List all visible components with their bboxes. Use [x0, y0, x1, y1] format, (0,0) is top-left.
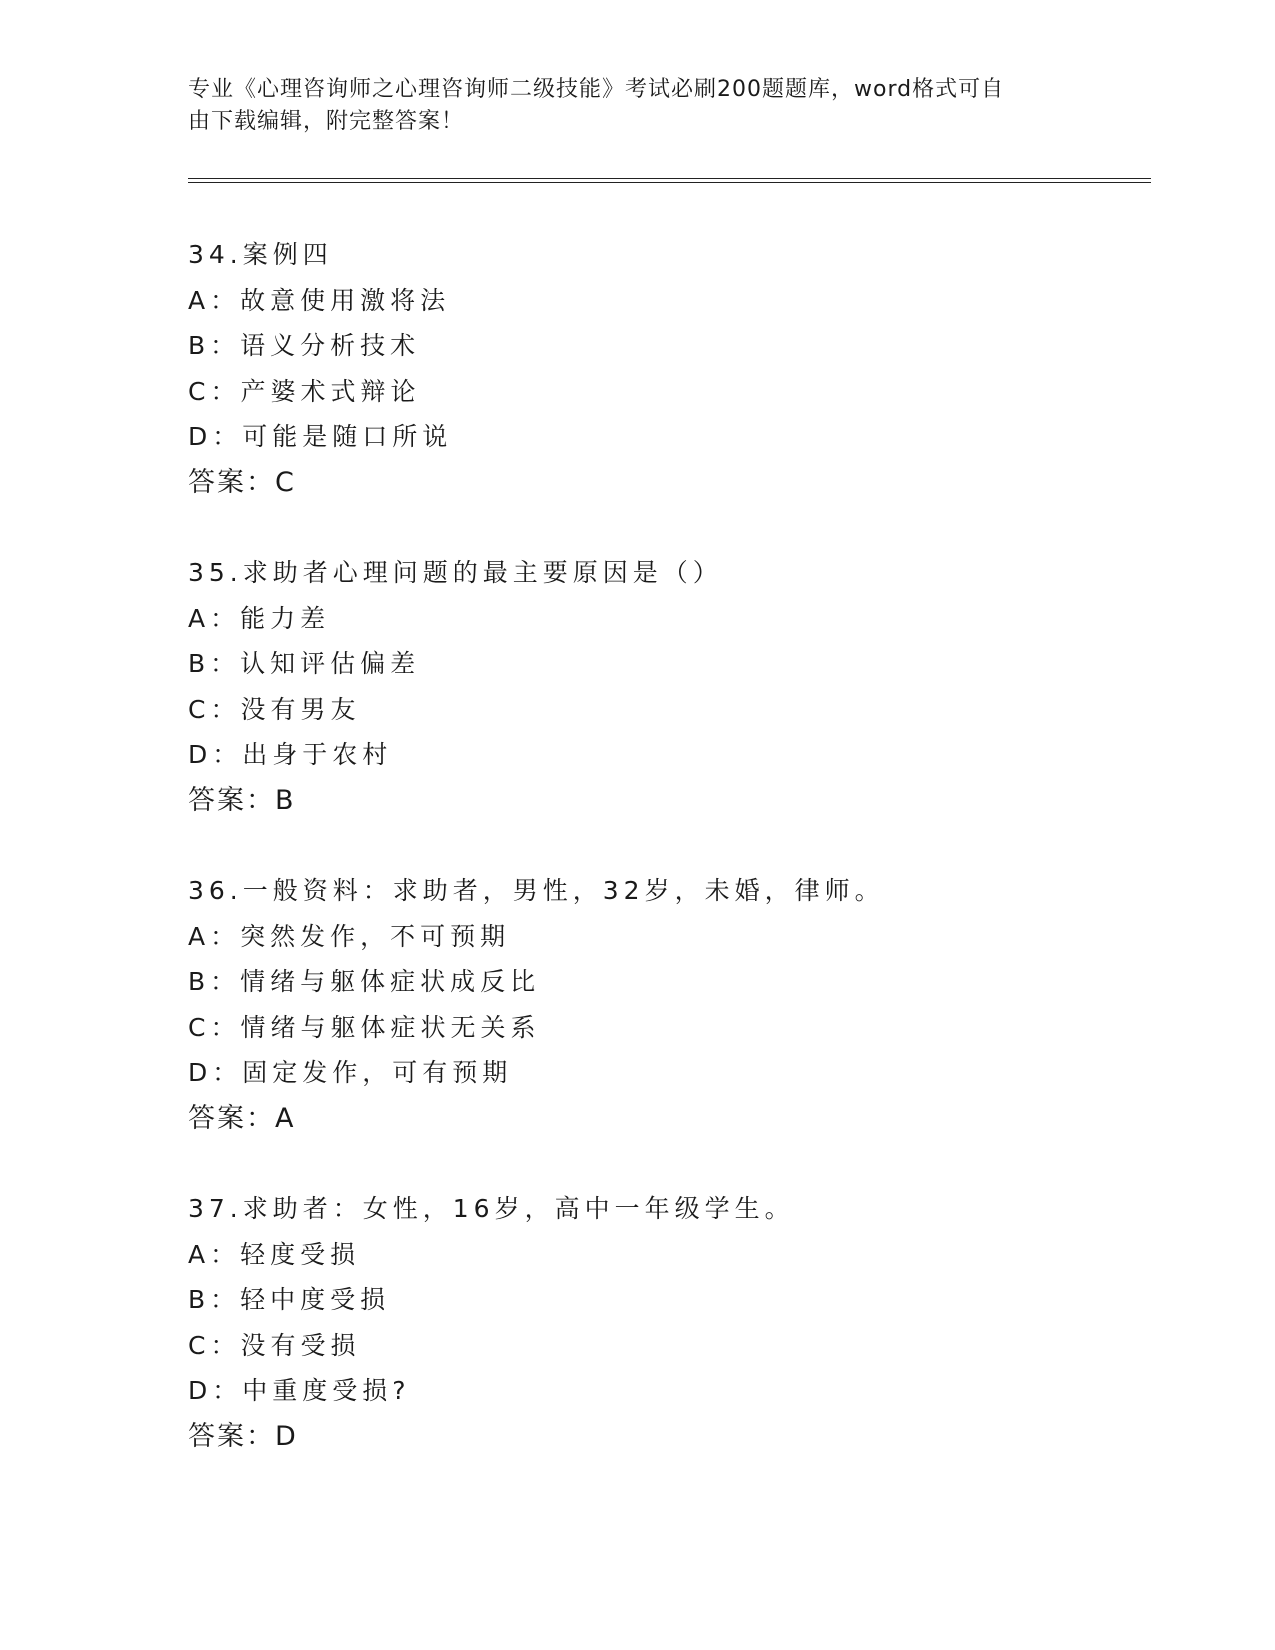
option-b: B：认知评估偏差 — [188, 649, 421, 678]
option-a: A：故意使用激将法 — [188, 285, 451, 315]
option-a: A：轻度受损 — [188, 1239, 361, 1269]
question-stem: 36.一般资料：求助者，男性，32岁，未婚，律师。 — [188, 876, 885, 905]
answer-line: 答案：A — [188, 1102, 296, 1134]
option-b: B：情绪与躯体症状成反比 — [188, 967, 541, 996]
option-b: B：轻中度受损 — [188, 1285, 391, 1314]
option-c: C：情绪与躯体症状无关系 — [188, 1012, 541, 1042]
option-c: C：没有男友 — [188, 694, 361, 724]
answer-line: 答案：D — [188, 1420, 298, 1452]
question-37 — [188, 1186, 1088, 1459]
option-c: C：产婆术式辩论 — [188, 376, 421, 406]
header-line-2: 由下载编辑，附完整答案！ — [188, 109, 465, 134]
question-stem: 35.求助者心理问题的最主要原因是（） — [188, 558, 723, 587]
option-a: A：能力差 — [188, 603, 331, 633]
question-34 — [188, 232, 1088, 505]
question-stem: 37.求助者：女性，16岁，高中一年级学生。 — [188, 1194, 795, 1223]
option-d: D：固定发作，可有预期 — [188, 1058, 513, 1087]
option-d: D：中重度受损? — [188, 1376, 411, 1405]
answer-line: 答案：B — [188, 784, 296, 816]
header-divider-bottom — [188, 182, 1151, 183]
question-36 — [188, 868, 1088, 1141]
question-35 — [188, 550, 1088, 823]
option-a: A：突然发作，不可预期 — [188, 921, 511, 951]
answer-line: 答案：C — [188, 466, 296, 498]
document-header — [188, 74, 1068, 138]
option-b: B：语义分析技术 — [188, 331, 421, 360]
header-divider-top — [188, 178, 1151, 179]
option-c: C：没有受损 — [188, 1330, 361, 1360]
question-stem: 34.案例四 — [188, 240, 333, 269]
option-d: D：可能是随口所说 — [188, 422, 453, 451]
header-line-1: 专业《心理咨询师之心理咨询师二级技能》考试必刷200题题库，word格式可自 — [188, 77, 1005, 102]
option-d: D：出身于农村 — [188, 740, 393, 769]
